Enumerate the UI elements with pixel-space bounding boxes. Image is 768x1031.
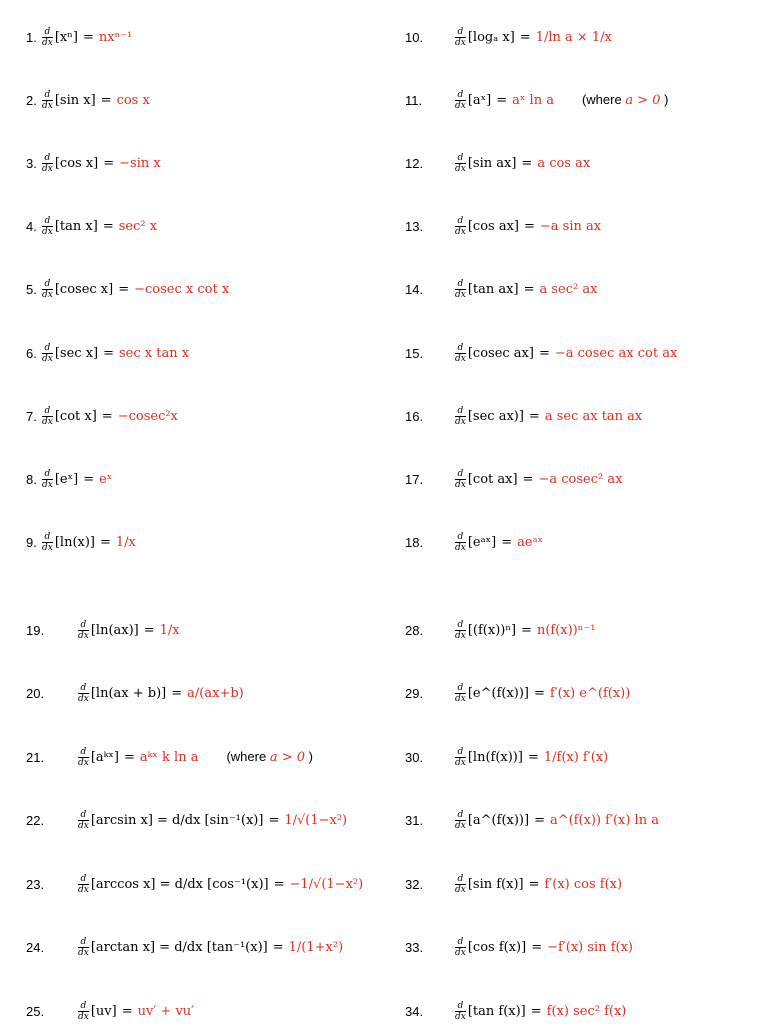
d-dx-operator: $\frac{d}{dx}$ (42, 152, 53, 174)
formula-rhs: eˣ (99, 471, 113, 487)
formula-lhs: [cosec ax] (467, 345, 534, 361)
formula-rhs: −1/√(1−x²) (289, 876, 364, 892)
formula-lhs: [ln(ax + b)] (90, 686, 167, 701)
formula-rhs: −cosec x cot x (134, 282, 230, 298)
formula-row (26, 610, 180, 650)
formula-row (26, 80, 150, 120)
d-dx-operator: $\frac{d}{dx}$ (455, 152, 466, 174)
formula-row (405, 270, 597, 310)
formula-lhs: [eᵃˣ] (467, 535, 497, 551)
formula-rhs: 1/x (159, 622, 180, 638)
formula-number: 13. (405, 219, 424, 235)
d-dx-operator: $\frac{d}{dx}$ (42, 279, 53, 301)
formula-rhs: −f′(x) sin f(x) (547, 940, 633, 955)
formula-number: 30. (405, 749, 424, 765)
d-dx-operator: $\frac{d}{dx}$ (42, 405, 53, 427)
formula-row (26, 17, 132, 57)
formula-rhs: a cos ax (537, 155, 591, 171)
formula-number: 20. (26, 686, 45, 701)
equals-sign: = (118, 282, 130, 298)
formula-lhs: [aᵏˣ] (90, 749, 119, 765)
formula-lhs: [ln(ax)] (90, 622, 139, 638)
d-dx-operator: $\frac{d}{dx}$ (455, 342, 466, 364)
formula-number: 29. (405, 686, 424, 701)
d-dx-operator: $\frac{d}{dx}$ (78, 873, 89, 895)
equals-sign: = (528, 876, 540, 892)
equals-sign: = (522, 471, 534, 487)
formula-lhs: [cos f(x)] (467, 940, 527, 955)
formula-rhs: cos x (116, 92, 150, 108)
equals-sign: = (100, 535, 111, 551)
d-dx-operator: $\frac{d}{dx}$ (42, 342, 53, 364)
formula-rhs: sec² x (118, 219, 158, 235)
equals-sign: = (534, 686, 545, 701)
formula-number: 14. (405, 282, 424, 298)
d-dx-operator: $\frac{d}{dx}$ (455, 468, 466, 490)
formula-lhs: [cot x] (54, 408, 97, 424)
d-dx-operator: $\frac{d}{dx}$ (455, 746, 466, 768)
d-dx-operator: $\frac{d}{dx}$ (42, 26, 53, 48)
formula-lhs: [sin f(x)] (467, 876, 524, 892)
formula-row (405, 80, 668, 120)
d-dx-operator: $\frac{d}{dx}$ (455, 405, 466, 427)
formula-lhs: [arcsin x] = d/dx [sin⁻¹(x)] (90, 813, 264, 828)
d-dx-operator: $\frac{d}{dx}$ (42, 216, 53, 238)
formula-lhs: [sec x] (54, 345, 99, 361)
d-dx-operator: $\frac{d}{dx}$ (455, 216, 466, 238)
formula-number: 34. (405, 1003, 424, 1019)
equals-sign: = (521, 622, 532, 638)
formula-number: 33. (405, 940, 424, 955)
formula-row (405, 459, 622, 499)
formula-number: 7. (26, 408, 37, 424)
formula-rhs: 1/x (115, 535, 136, 551)
formula-number: 1. (26, 29, 37, 45)
formula-row (26, 143, 161, 183)
d-dx-operator: $\frac{d}{dx}$ (78, 683, 89, 704)
formula-rhs: −cosec²x (117, 408, 178, 424)
formula-rhs: −sin x (119, 155, 161, 171)
formula-lhs: [a^(f(x))] (467, 813, 530, 828)
formula-number: 18. (405, 535, 424, 551)
formula-lhs: [aˣ] (467, 92, 492, 108)
equals-sign: = (496, 92, 508, 108)
equals-sign: = (519, 29, 531, 45)
formula-row (26, 523, 136, 563)
formula-number: 3. (26, 155, 37, 171)
equals-sign: = (530, 1003, 542, 1019)
formula-row (405, 991, 626, 1031)
formula-rhs: a sec ax tan ax (544, 408, 643, 424)
condition-value: a > 0 (269, 750, 306, 765)
d-dx-operator: $\frac{d}{dx}$ (78, 810, 89, 831)
formula-lhs: [ln(f(x))] (467, 749, 523, 765)
formula-lhs: [logₐ x] (467, 29, 515, 45)
formula-rhs: a^(f(x)) f′(x) ln a (549, 813, 659, 828)
formula-row (405, 801, 659, 841)
formula-number: 24. (26, 940, 45, 955)
formula-rhs: aᵏˣ k ln a (139, 749, 199, 765)
d-dx-operator: $\frac{d}{dx}$ (42, 532, 53, 554)
d-dx-operator: $\frac{d}{dx}$ (78, 937, 89, 958)
formula-row (405, 737, 608, 777)
formula-row (26, 674, 244, 714)
formula-rhs: 1/(1+x²) (288, 940, 344, 955)
formula-rhs: f(x) sec² f(x) (546, 1003, 627, 1019)
formula-number: 2. (26, 92, 37, 108)
formula-lhs: [sin x] (54, 92, 96, 108)
formula-number: 4. (26, 219, 37, 235)
formula-rhs: a sec² ax (539, 282, 598, 298)
formula-lhs: [uv] (90, 1003, 117, 1019)
formula-row (405, 523, 543, 563)
formula-rhs: n(f(x))ⁿ⁻¹ (536, 622, 596, 638)
formula-number: 23. (26, 876, 45, 892)
formula-lhs: [(f(x))ⁿ] (467, 622, 517, 638)
formula-number: 25. (26, 1003, 45, 1019)
formula-number: 28. (405, 622, 424, 638)
d-dx-operator: $\frac{d}{dx}$ (455, 89, 466, 111)
d-dx-operator: $\frac{d}{dx}$ (42, 89, 53, 111)
formula-lhs: [cot ax] (467, 471, 518, 487)
d-dx-operator: $\frac{d}{dx}$ (455, 873, 466, 895)
formula-rhs: 1/ln a × 1/x (535, 29, 612, 45)
formula-row (405, 674, 630, 714)
formula-row (405, 396, 642, 436)
formula-lhs: [xⁿ] (54, 29, 78, 45)
formula-rhs: f′(x) cos f(x) (544, 876, 623, 892)
d-dx-operator: $\frac{d}{dx}$ (455, 683, 466, 704)
equals-sign: = (527, 749, 539, 765)
equals-sign: = (523, 219, 535, 235)
condition-suffix: ) (305, 749, 313, 764)
condition-note (582, 92, 669, 108)
formula-lhs: [e^(f(x))] (467, 686, 530, 701)
formula-number: 32. (405, 876, 424, 892)
formula-row (26, 459, 112, 499)
equals-sign: = (272, 940, 284, 955)
formula-row (26, 207, 157, 247)
formula-number: 10. (405, 29, 424, 45)
formula-lhs: [tan x] (54, 219, 98, 235)
formula-number: 16. (405, 408, 424, 424)
equals-sign: = (100, 92, 112, 108)
formula-number: 22. (26, 813, 45, 828)
formula-rhs: −a cosec ax cot ax (554, 345, 678, 361)
formula-rhs: aeᵃˣ (517, 535, 544, 551)
d-dx-operator: $\frac{d}{dx}$ (455, 937, 466, 958)
equals-sign: = (143, 622, 155, 638)
formula-number: 6. (26, 345, 37, 361)
d-dx-operator: $\frac{d}{dx}$ (455, 26, 466, 48)
formula-lhs: [cosec x] (54, 282, 114, 298)
formula-lhs: [sin ax] (467, 155, 517, 171)
d-dx-operator: $\frac{d}{dx}$ (455, 1000, 466, 1022)
formula-lhs: [ln(x)] (54, 535, 95, 551)
d-dx-operator: $\frac{d}{dx}$ (455, 279, 466, 301)
formula-lhs: [tan ax] (467, 282, 519, 298)
equals-sign: = (82, 29, 94, 45)
d-dx-operator: $\frac{d}{dx}$ (455, 532, 466, 554)
formula-row (405, 17, 612, 57)
formula-lhs: [arccos x] = d/dx [cos⁻¹(x)] (90, 876, 269, 892)
formula-rhs: 1/f(x) f′(x) (543, 749, 609, 765)
equals-sign: = (83, 471, 95, 487)
formula-row (26, 333, 189, 373)
d-dx-operator: $\frac{d}{dx}$ (42, 468, 53, 490)
formula-row (405, 864, 622, 904)
formula-row (26, 928, 343, 968)
condition-prefix: (where (581, 92, 626, 108)
formula-rhs: uv′ + vu′ (137, 1003, 195, 1019)
d-dx-operator: $\frac{d}{dx}$ (78, 619, 89, 641)
equals-sign: = (273, 876, 285, 892)
equals-sign: = (124, 749, 135, 765)
equals-sign: = (102, 219, 114, 235)
formula-row (405, 143, 590, 183)
equals-sign: = (268, 813, 280, 828)
condition-note (226, 749, 313, 765)
equals-sign: = (121, 1003, 133, 1019)
equals-sign: = (531, 940, 543, 955)
equals-sign: = (538, 345, 550, 361)
d-dx-operator: $\frac{d}{dx}$ (78, 746, 89, 768)
formula-number: 5. (26, 282, 37, 298)
formula-number: 8. (26, 471, 37, 487)
formula-rhs: −a cosec² ax (538, 471, 623, 487)
formula-lhs: [cos x] (54, 155, 99, 171)
equals-sign: = (501, 535, 513, 551)
equals-sign: = (171, 686, 183, 701)
equals-sign: = (103, 345, 115, 361)
d-dx-operator: $\frac{d}{dx}$ (455, 810, 466, 831)
formula-lhs: [arctan x] = d/dx [tan⁻¹(x)] (90, 940, 268, 955)
formula-row (405, 333, 677, 373)
formula-lhs: [sec ax)] (467, 408, 524, 424)
formula-row (26, 737, 313, 777)
formula-number: 11. (405, 92, 423, 108)
equals-sign: = (521, 155, 533, 171)
formula-number: 21. (26, 749, 45, 765)
equals-sign: = (534, 813, 545, 828)
d-dx-operator: $\frac{d}{dx}$ (78, 1000, 89, 1022)
formula-number: 9. (26, 535, 37, 551)
formula-rhs: −a sin ax (539, 219, 602, 235)
condition-value: a > 0 (625, 93, 661, 109)
formula-lhs: [tan f(x)] (467, 1003, 526, 1019)
condition-prefix: (where (226, 749, 270, 764)
formula-rhs: nxⁿ⁻¹ (98, 29, 133, 45)
formula-number: 15. (405, 345, 424, 361)
condition-suffix: ) (660, 92, 669, 108)
formula-rhs: aˣ ln a (512, 92, 554, 108)
formula-rhs: 1/√(1−x²) (284, 813, 348, 828)
equals-sign: = (528, 408, 540, 424)
d-dx-operator: $\frac{d}{dx}$ (455, 619, 466, 641)
formula-rhs: sec x tan x (119, 345, 190, 361)
formula-row (26, 991, 194, 1031)
formula-lhs: [eˣ] (54, 471, 79, 487)
formula-row (26, 801, 347, 841)
formula-row (26, 396, 178, 436)
formula-row (26, 270, 229, 310)
equals-sign: = (101, 408, 113, 424)
formula-row (405, 610, 595, 650)
formula-row (405, 207, 601, 247)
formula-row (26, 864, 363, 904)
equals-sign: = (523, 282, 535, 298)
formula-number: 12. (405, 155, 424, 171)
equals-sign: = (103, 155, 115, 171)
formula-lhs: [cos ax] (467, 219, 519, 235)
formula-rhs: f′(x) e^(f(x)) (549, 686, 631, 701)
formula-number: 17. (405, 471, 424, 487)
formula-rhs: a/(ax+b) (187, 686, 244, 701)
formula-number: 19. (26, 622, 45, 638)
formula-number: 31. (405, 813, 424, 828)
formula-row (405, 928, 633, 968)
